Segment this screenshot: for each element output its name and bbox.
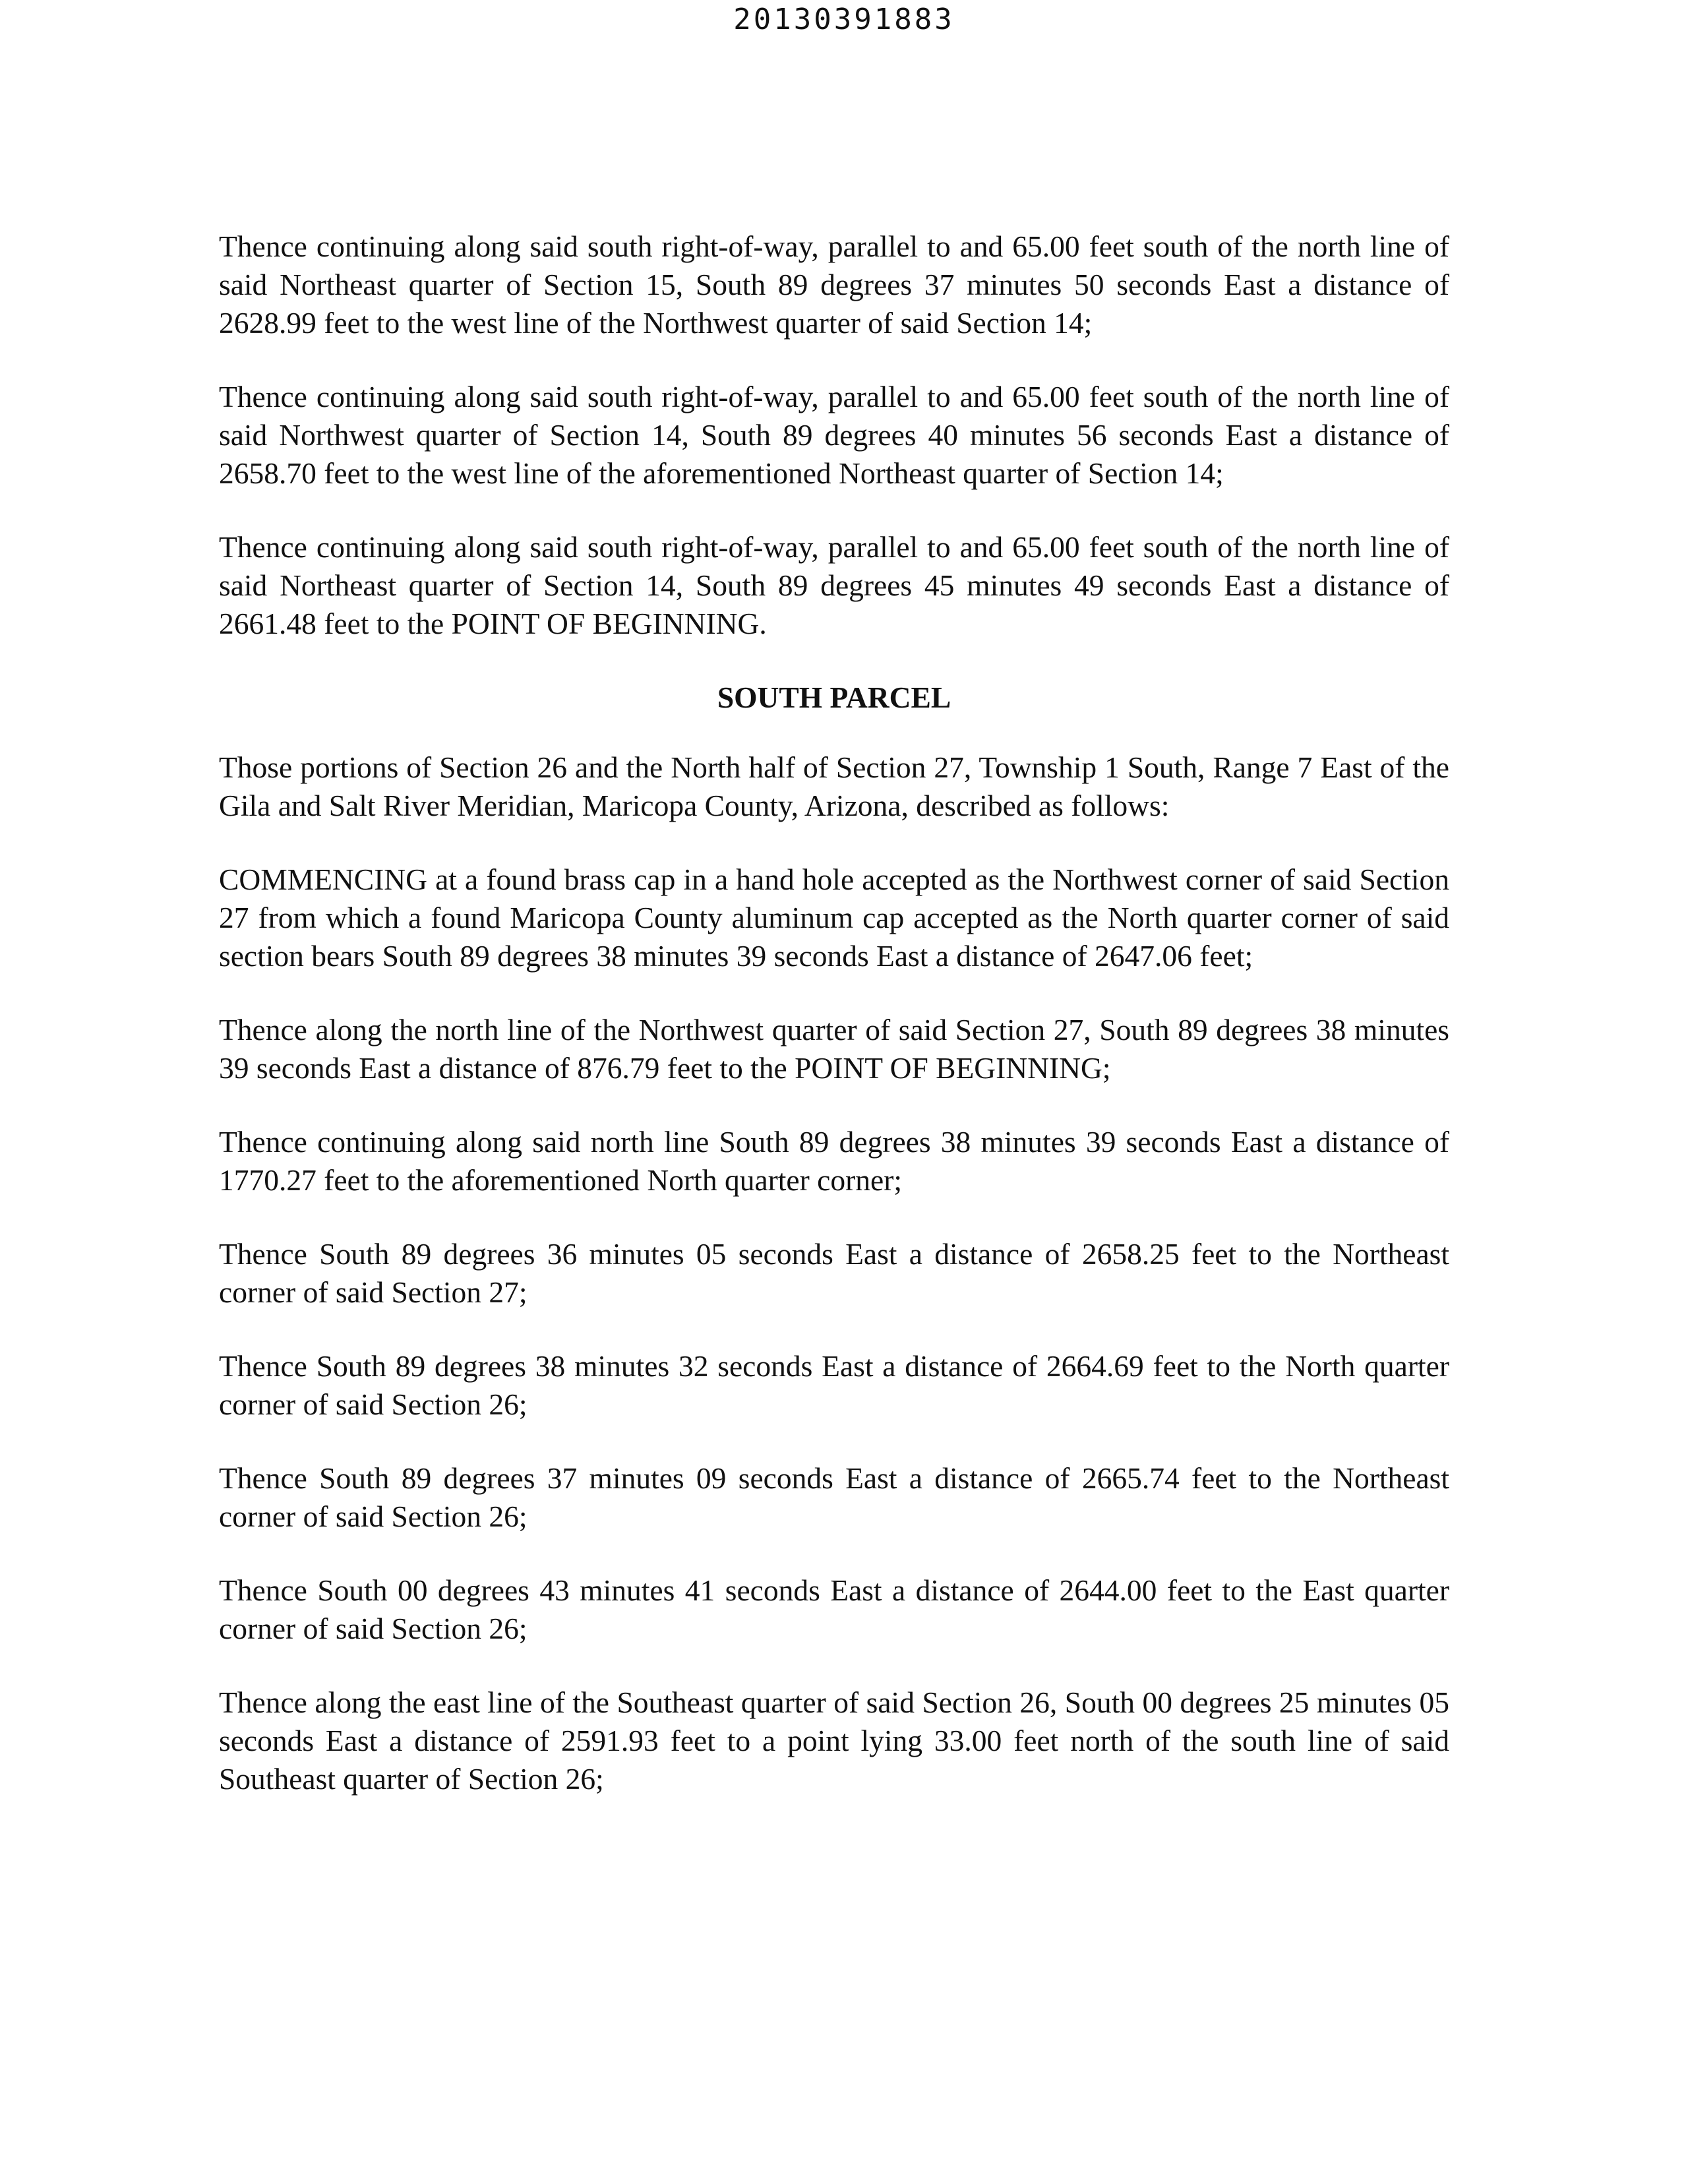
paragraph-east-quarter-section-26: Thence South 00 degrees 43 minutes 41 seconds East a distance of 2644.00 feet to the East quarter corner of said Section 26;	[219, 1573, 1449, 1645]
paragraph-continuation-section-14-ne: Thence continuing along said south right-of-way, parallel to and 65.00 feet south of the north line of said Northeast quarter of Section 14, South 89 degrees 45 minutes 49 seconds East a distance of 2661.48 feet to the POINT OF BEGINNING.	[219, 530, 1449, 640]
paragraph-commencing: COMMENCING at a found brass cap in a hand hole accepted as the Northwest corner of said Section 27 from which a found Maricopa County aluminum cap accepted as the North quarter corner of said section bears South 89 degrees 38 minutes 39 seconds East a distance of 2647.06 feet;	[219, 863, 1449, 973]
paragraph-south-parcel-intro: Those portions of Section 26 and the North half of Section 27, Township 1 South, Range 7 East of the Gila and Salt River Meridian, Maricopa County, Arizona, described as follows:	[219, 750, 1449, 822]
paragraph-continuation-section-15: Thence continuing along said south right-of-way, parallel to and 65.00 feet south of the north line of said Northeast quarter of Section 15, South 89 degrees 37 minutes 50 seconds East a distance of 2628.99 feet to the west line of the Northwest quarter of said Section 14;	[219, 229, 1449, 340]
paragraph-southeast-quarter-section-26: Thence along the east line of the Southeast quarter of said Section 26, South 00 degrees 25 minutes 05 seconds East a distance of 2591.93 feet to a point lying 33.00 feet north of the south line of said Southeast quarter of Section 26;	[219, 1685, 1449, 1796]
paragraph-continuation-section-14-nw: Thence continuing along said south right-of-way, parallel to and 65.00 feet south of the north line of said Northwest quarter of Section 14, South 89 degrees 40 minutes 56 seconds East a distance of 2658.70 feet to the west line of the aforementioned Northeast quarter of Section 14;	[219, 380, 1449, 490]
paragraph-point-of-beginning: Thence along the north line of the Northwest quarter of said Section 27, South 89 degrees 38 minutes 39 seconds East a distance of 876.79 feet to the POINT OF BEGINNING;	[219, 1013, 1449, 1085]
paragraph-ne-corner-section-27: Thence South 89 degrees 36 minutes 05 seconds East a distance of 2658.25 feet to the Northeast corner of said Section 27;	[219, 1237, 1449, 1309]
section-heading-south-parcel: SOUTH PARCEL	[717, 681, 951, 714]
paragraph-ne-corner-section-26: Thence South 89 degrees 37 minutes 09 seconds East a distance of 2665.74 feet to the Northeast corner of said Section 26;	[219, 1461, 1449, 1533]
paragraph-north-quarter-corner: Thence continuing along said north line South 89 degrees 38 minutes 39 seconds East a distance of 1770.27 feet to the aforementioned North quarter corner;	[219, 1125, 1449, 1197]
document-body	[219, 228, 1449, 1834]
paragraph-north-quarter-section-26: Thence South 89 degrees 38 minutes 32 seconds East a distance of 2664.69 feet to the North quarter corner of said Section 26;	[219, 1349, 1449, 1421]
document-number: 20130391883	[733, 3, 955, 36]
